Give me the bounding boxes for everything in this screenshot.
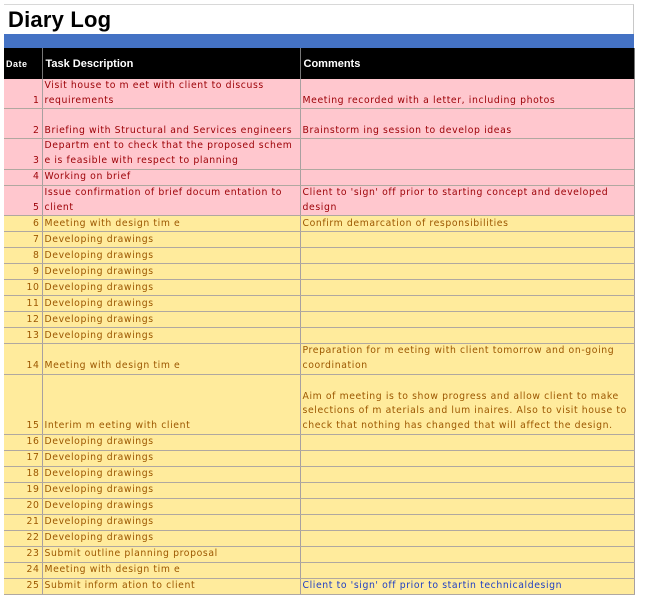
task-cell[interactable]: Interim m eeting with client bbox=[42, 374, 300, 434]
comments-cell[interactable] bbox=[300, 280, 634, 296]
comments-cell[interactable]: Aim of meeting is to show progress and allow client to make selections of m aterials and lum inaires. Also to visit house to check that nothing has changed that will affect the design. bbox=[300, 374, 634, 434]
comments-cell[interactable] bbox=[300, 296, 634, 312]
table-row bbox=[4, 312, 634, 328]
comments-cell[interactable] bbox=[300, 264, 634, 280]
table-row bbox=[4, 482, 634, 498]
task-cell[interactable]: Working on brief bbox=[42, 169, 300, 185]
task-cell[interactable]: Developing drawings bbox=[42, 312, 300, 328]
diary-table bbox=[4, 48, 635, 595]
comments-cell[interactable] bbox=[300, 482, 634, 498]
task-cell[interactable]: Developing drawings bbox=[42, 264, 300, 280]
date-cell[interactable]: 22 bbox=[4, 530, 42, 546]
date-cell[interactable]: 1 bbox=[4, 79, 42, 109]
date-cell[interactable]: 15 bbox=[4, 374, 42, 434]
comments-cell[interactable] bbox=[300, 514, 634, 530]
table-row bbox=[4, 169, 634, 185]
date-cell[interactable]: 2 bbox=[4, 109, 42, 139]
table-row bbox=[4, 344, 634, 374]
task-cell[interactable]: Developing drawings bbox=[42, 296, 300, 312]
table-row bbox=[4, 514, 634, 530]
table-row bbox=[4, 450, 634, 466]
task-cell[interactable]: Submit outline planning proposal bbox=[42, 546, 300, 562]
task-cell[interactable]: Submit inform ation to client bbox=[42, 578, 300, 594]
comments-cell[interactable]: Client to 'sign' off prior to starting concept and developed design bbox=[300, 185, 634, 215]
date-cell[interactable]: 5 bbox=[4, 185, 42, 215]
table-row bbox=[4, 109, 634, 139]
table-row bbox=[4, 466, 634, 482]
comments-cell[interactable] bbox=[300, 546, 634, 562]
task-cell[interactable]: Meeting with design tim e bbox=[42, 562, 300, 578]
comments-cell[interactable] bbox=[300, 169, 634, 185]
date-cell[interactable]: 19 bbox=[4, 482, 42, 498]
date-cell[interactable]: 16 bbox=[4, 434, 42, 450]
comments-cell[interactable] bbox=[300, 466, 634, 482]
task-cell[interactable]: Developing drawings bbox=[42, 530, 300, 546]
task-cell[interactable]: Developing drawings bbox=[42, 328, 300, 344]
comments-cell[interactable] bbox=[300, 232, 634, 248]
comments-cell[interactable]: Preparation for m eeting with client tomorrow and on-going coordination bbox=[300, 344, 634, 374]
comments-cell[interactable] bbox=[300, 328, 634, 344]
task-cell[interactable]: Issue confirmation of brief docum entation to client bbox=[42, 185, 300, 215]
task-cell[interactable]: Developing drawings bbox=[42, 514, 300, 530]
date-cell[interactable]: 10 bbox=[4, 280, 42, 296]
comments-cell[interactable] bbox=[300, 434, 634, 450]
table-row bbox=[4, 562, 634, 578]
date-cell[interactable]: 12 bbox=[4, 312, 42, 328]
comments-cell[interactable]: Brainstorm ing session to develop ideas bbox=[300, 109, 634, 139]
page-title: Diary Log bbox=[8, 7, 112, 32]
comments-cell[interactable] bbox=[300, 562, 634, 578]
date-cell[interactable]: 23 bbox=[4, 546, 42, 562]
task-cell[interactable]: Developing drawings bbox=[42, 498, 300, 514]
date-cell[interactable]: 20 bbox=[4, 498, 42, 514]
header-bar bbox=[4, 34, 634, 48]
table-row bbox=[4, 79, 634, 109]
table-row bbox=[4, 498, 634, 514]
comments-cell[interactable]: Client to 'sign' off prior to startin technicaldesign bbox=[300, 578, 634, 594]
table-row bbox=[4, 328, 634, 344]
comments-cell[interactable] bbox=[300, 139, 634, 169]
table-row bbox=[4, 296, 634, 312]
table-row bbox=[4, 248, 634, 264]
date-cell[interactable]: 17 bbox=[4, 450, 42, 466]
date-cell[interactable]: 21 bbox=[4, 514, 42, 530]
table-body bbox=[4, 79, 634, 594]
spreadsheet bbox=[4, 4, 634, 595]
date-cell[interactable]: 14 bbox=[4, 344, 42, 374]
task-cell[interactable]: Developing drawings bbox=[42, 248, 300, 264]
table-header-row bbox=[4, 48, 634, 79]
comments-cell[interactable] bbox=[300, 498, 634, 514]
date-cell[interactable]: 25 bbox=[4, 578, 42, 594]
date-cell[interactable]: 13 bbox=[4, 328, 42, 344]
column-header-date[interactable]: Date bbox=[4, 48, 42, 79]
date-cell[interactable]: 4 bbox=[4, 169, 42, 185]
table-row bbox=[4, 216, 634, 232]
column-header-comments[interactable]: Comments bbox=[300, 48, 634, 79]
table-row bbox=[4, 530, 634, 546]
task-cell[interactable]: Departm ent to check that the proposed schem e is feasible with respect to planning bbox=[42, 139, 300, 169]
comments-cell[interactable]: Meeting recorded with a letter, including photos bbox=[300, 79, 634, 109]
comments-cell[interactable] bbox=[300, 450, 634, 466]
comments-cell[interactable] bbox=[300, 530, 634, 546]
table-row bbox=[4, 374, 634, 434]
date-cell[interactable]: 11 bbox=[4, 296, 42, 312]
table-row bbox=[4, 578, 634, 594]
task-cell[interactable]: Developing drawings bbox=[42, 280, 300, 296]
table-row bbox=[4, 546, 634, 562]
task-cell[interactable]: Developing drawings bbox=[42, 450, 300, 466]
task-cell[interactable]: Developing drawings bbox=[42, 232, 300, 248]
date-cell[interactable]: 24 bbox=[4, 562, 42, 578]
table-row bbox=[4, 434, 634, 450]
task-cell[interactable]: Developing drawings bbox=[42, 466, 300, 482]
table-row bbox=[4, 185, 634, 215]
date-cell[interactable]: 18 bbox=[4, 466, 42, 482]
date-cell[interactable]: 3 bbox=[4, 139, 42, 169]
table-row bbox=[4, 139, 634, 169]
table-row bbox=[4, 280, 634, 296]
date-cell[interactable]: 8 bbox=[4, 248, 42, 264]
table-row bbox=[4, 264, 634, 280]
date-cell[interactable]: 7 bbox=[4, 232, 42, 248]
comments-cell[interactable]: Confirm demarcation of responsibilities bbox=[300, 216, 634, 232]
date-cell[interactable]: 9 bbox=[4, 264, 42, 280]
task-cell[interactable]: Meeting with design tim e bbox=[42, 344, 300, 374]
table-row bbox=[4, 232, 634, 248]
task-cell[interactable]: Developing drawings bbox=[42, 434, 300, 450]
task-cell[interactable]: Briefing with Structural and Services engineers bbox=[42, 109, 300, 139]
task-cell[interactable]: Developing drawings bbox=[42, 482, 300, 498]
column-header-task[interactable]: Task Description bbox=[42, 48, 300, 79]
task-cell[interactable]: Visit house to m eet with client to discuss requirements bbox=[42, 79, 300, 109]
comments-cell[interactable] bbox=[300, 312, 634, 328]
date-cell[interactable]: 6 bbox=[4, 216, 42, 232]
comments-cell[interactable] bbox=[300, 248, 634, 264]
title-row[interactable] bbox=[4, 4, 634, 34]
task-cell[interactable]: Meeting with design tim e bbox=[42, 216, 300, 232]
